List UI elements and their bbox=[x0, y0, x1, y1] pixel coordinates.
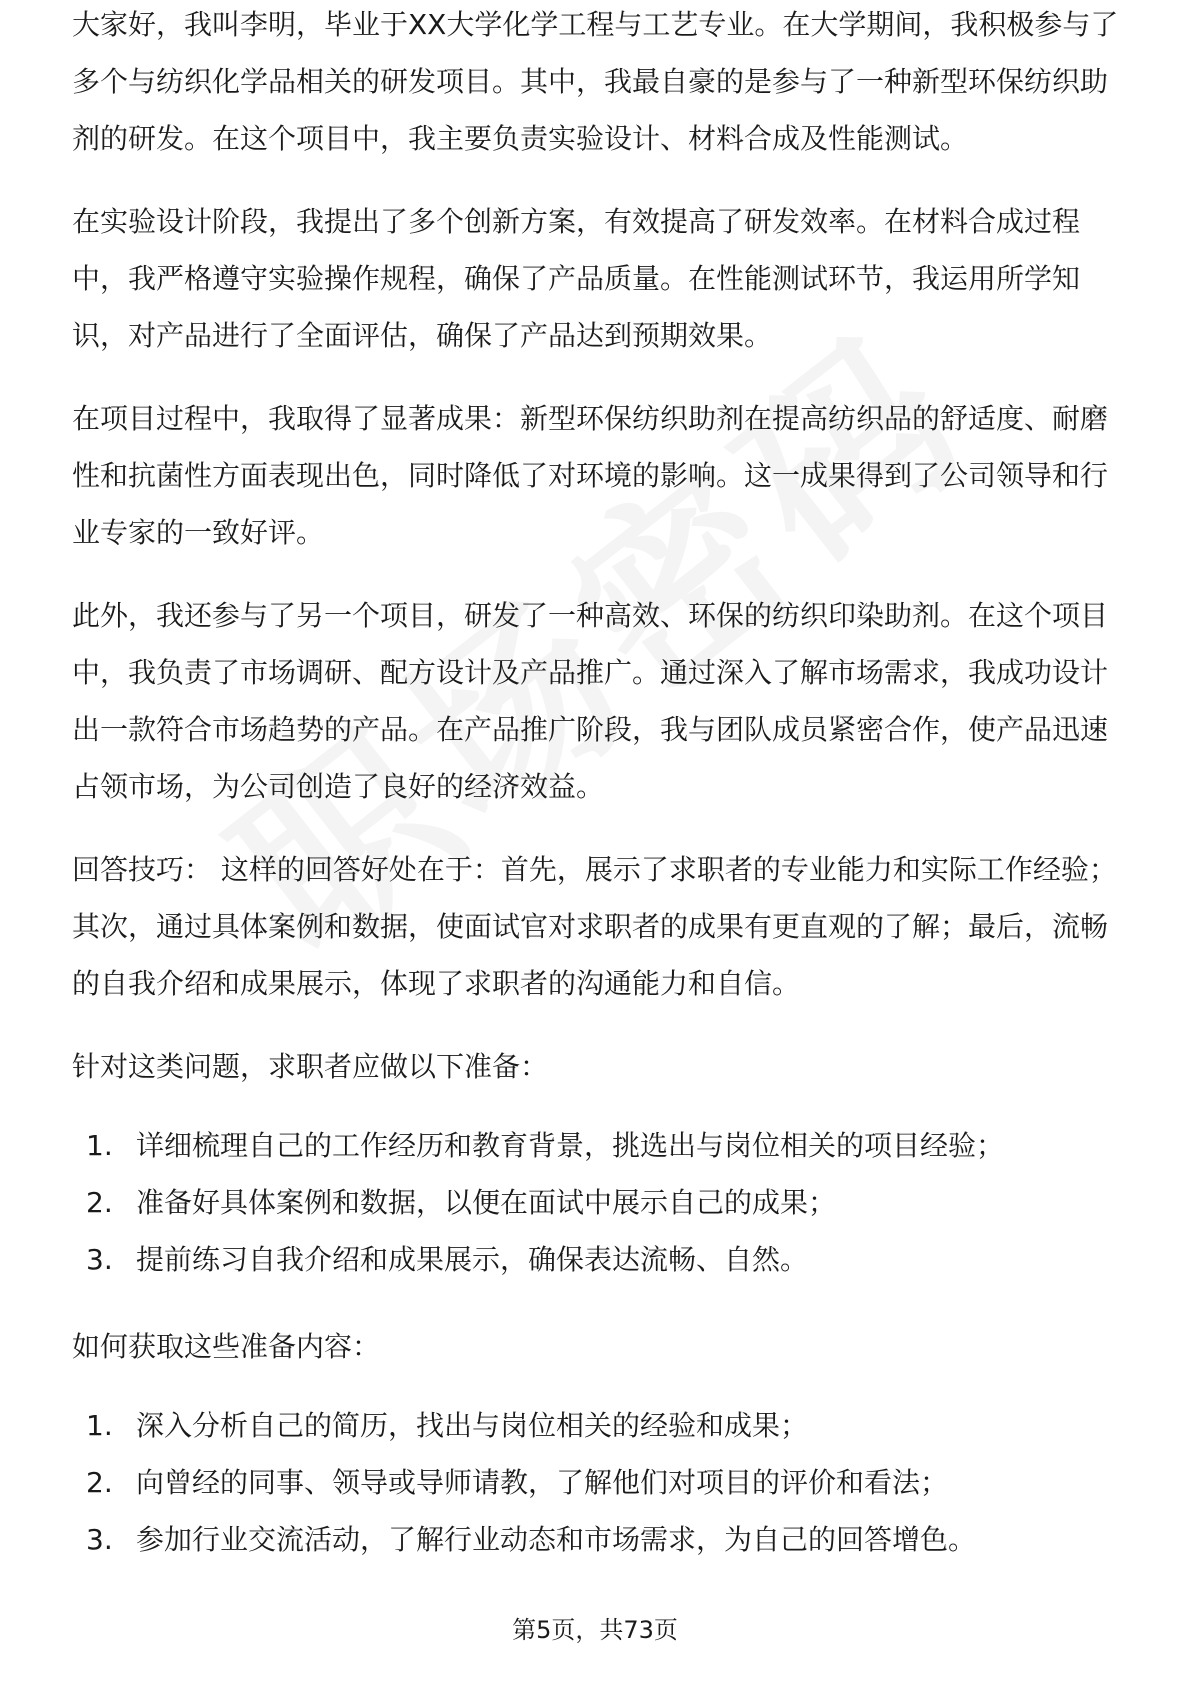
list-item-number: 1. bbox=[86, 1409, 113, 1442]
list-item-text: 提前练习自我介绍和成果展示，确保表达流畅、自然。 bbox=[136, 1243, 809, 1276]
list-item-text: 深入分析自己的简历，找出与岗位相关的经验和成果； bbox=[136, 1409, 809, 1442]
list-item bbox=[72, 1511, 1122, 1568]
list-item bbox=[72, 1397, 1122, 1454]
answer-tips-paragraph: 回答技巧： 这样的回答好处在于：首先，展示了求职者的专业能力和实际工作经验；其次，通过具体案例和数据，使面试官对求职者的成果有更直观的了解；最后，流畅的自我介绍和成果展示，体现了求职者的沟通能力和自信。 bbox=[72, 853, 1117, 1000]
intro-paragraph: 大家好，我叫李明，毕业于XX大学化学工程与工艺专业。在大学期间，我积极参与了多个与纺织化学品相关的研发项目。其中，我最自豪的是参与了一种新型环保纺织助剂的研发。在这个项目中，我主要负责实验设计、材料合成及性能测试。 bbox=[72, 8, 1119, 155]
list-item bbox=[72, 1231, 1122, 1288]
list-item bbox=[72, 1174, 1122, 1231]
list-item-number: 1. bbox=[86, 1129, 113, 1162]
list-item-number: 2. bbox=[86, 1466, 113, 1499]
design-paragraph: 在实验设计阶段，我提出了多个创新方案，有效提高了研发效率。在材料合成过程中，我严格遵守实验操作规程，确保了产品质量。在性能测试环节，我运用所学知识，对产品进行了全面评估，确保了产品达到预期效果。 bbox=[72, 205, 1081, 352]
prep-section-label: 针对这类问题，求职者应做以下准备： bbox=[72, 1050, 549, 1083]
second-project-paragraph: 此外，我还参与了另一个项目，研发了一种高效、环保的纺织印染助剂。在这个项目中，我负责了市场调研、配方设计及产品推广。通过深入了解市场需求，我成功设计出一款符合市场趋势的产品。在产品推广阶段，我与团队成员紧密合作，使产品迅速占领市场，为公司创造了良好的经济效益。 bbox=[72, 599, 1109, 803]
obtain-list bbox=[72, 1397, 1122, 1568]
list-item-text: 向曾经的同事、领导或导师请教，了解他们对项目的评价和看法； bbox=[136, 1466, 949, 1499]
page-number-footer: 第5页，共73页 bbox=[512, 1616, 678, 1644]
document-body bbox=[72, 8, 1122, 1598]
list-item-number: 2. bbox=[86, 1186, 113, 1219]
list-item-number: 3. bbox=[86, 1243, 113, 1276]
list-item-text: 参加行业交流活动，了解行业动态和市场需求，为自己的回答增色。 bbox=[136, 1523, 977, 1556]
obtain-section-label: 如何获取这些准备内容： bbox=[72, 1330, 381, 1363]
prep-list bbox=[72, 1117, 1122, 1288]
list-item-text: 准备好具体案例和数据，以便在面试中展示自己的成果； bbox=[136, 1186, 837, 1219]
list-item bbox=[72, 1117, 1122, 1174]
list-item bbox=[72, 1454, 1122, 1511]
results-paragraph: 在项目过程中，我取得了显著成果：新型环保纺织助剂在提高纺织品的舒适度、耐磨性和抗菌性方面表现出色，同时降低了对环境的影响。这一成果得到了公司领导和行业专家的一致好评。 bbox=[72, 402, 1109, 549]
list-item-number: 3. bbox=[86, 1523, 113, 1556]
list-item-text: 详细梳理自己的工作经历和教育背景，挑选出与岗位相关的项目经验； bbox=[136, 1129, 1005, 1162]
